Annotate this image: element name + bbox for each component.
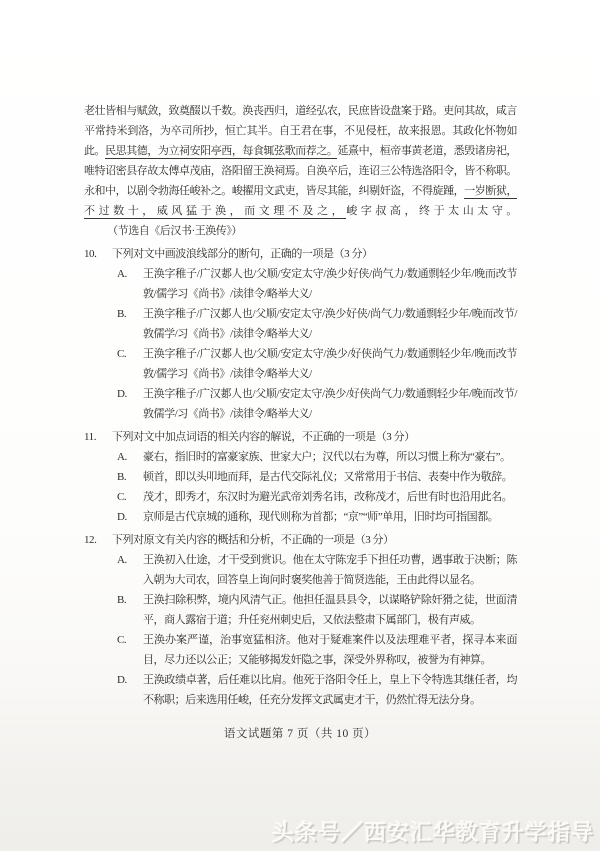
question-10-option-d <box>84 384 517 424</box>
classical-passage <box>84 101 517 241</box>
option-label: D. <box>117 511 127 523</box>
question-11-option-b <box>84 467 517 487</box>
question-12-stem <box>84 530 517 550</box>
option-label: B. <box>117 471 127 483</box>
option-label: C. <box>117 491 127 503</box>
question-11-stem <box>84 427 517 447</box>
passage-source-citation: （节选自《后汉书·王涣传》） <box>112 225 242 237</box>
option-label: C. <box>117 348 127 360</box>
option-label: B. <box>117 308 127 320</box>
question-12-option-d <box>84 670 517 710</box>
question-12 <box>84 530 517 710</box>
passage-part-1: 老壮皆相与赋敛，致奠醊以千数。涣丧西归，道经弘农，民庶皆设盘案于路。吏问其故，咸言平常持米到洛，为卒司所抄，恒亡其半。自王君在事，不见侵枉，故来报恩。其政化怀物如此。 <box>84 105 517 157</box>
option-text: 王涣政绩卓著，后任难以比肩。他死于洛阳令任上，皇上下令特选其继任者，均不称职；后来选用任峻，任充分发挥文武属吏才干，仍然忙得无法分身。 <box>143 674 517 706</box>
question-10-option-c <box>84 344 517 384</box>
option-label: A. <box>117 554 127 566</box>
option-text: 豪右，指旧时的富豪家族、世家大户；汉代以右为尊，所以习惯上称为“豪右”。 <box>143 451 511 463</box>
option-text: 顿首，即以头叩地而拜，是古代交际礼仪；又常常用于书信、表奏中作为敬辞。 <box>143 471 513 483</box>
option-text: 王涣字稚子/广汉郪人也/父顺/安定太守/涣少好侠/尚气力/数通剽轻少年/晚而改节/敦儒学/习《尚书》/读律令/略举大义/ <box>143 308 517 340</box>
passage-part-2: 延熹中，桓帝事黄老道，悉毁诸房祀，唯特诏密县存故太傅卓茂庙，洛阳留王涣祠焉。自涣卒后，连诏三公特选洛阳令，皆不称职。永和中，以剧令勃海任峻补之。峻擢用文武吏，皆尽其能，纠剔奸盗，不得旋踵， <box>84 145 517 197</box>
question-10 <box>84 244 517 424</box>
option-text: 王涣字稚子/广汉郪人也/父顺/安定太守/涣少好侠/尚气力/数通剽轻少年/晚而改节敦/儒学习《尚书》/读律令/略举大义/ <box>143 268 517 300</box>
question-10-number: 10. <box>84 248 97 260</box>
underlined-translation-sentence-1: 民思其德，为立祠安阳亭西，每食辄弦歌而荐之。 <box>105 145 338 157</box>
option-text: 王涣字稚子/广汉郪人也/父顺/安定太守/涣少/好侠尚气力/数通剽轻少年/晚而改节/敦儒学/习《尚书》/读律令/略举大义/ <box>143 388 517 420</box>
page-footer: 语文试题第 7 页（共 10 页） <box>223 728 377 740</box>
question-12-option-b <box>84 590 517 630</box>
question-10-stem <box>84 244 517 264</box>
passage-part-3: 峻字叔高，终于太山太守。 <box>346 205 517 217</box>
option-label: D. <box>117 388 127 400</box>
exam-content <box>84 101 517 710</box>
question-11-option-a <box>84 447 517 467</box>
option-label: A. <box>117 451 127 463</box>
question-10-option-a <box>84 264 517 304</box>
option-text: 王涣扫除积弊，境内风清气正。他担任温县县令，以谋略铲除奸猾之徒，世面清平，商人露宿于道；升任兖州刺史后，又依法整肃下属部门，极有声威。 <box>143 594 517 626</box>
question-11-number: 11. <box>84 431 96 443</box>
question-11 <box>84 427 517 527</box>
option-label: A. <box>117 268 127 280</box>
option-label: D. <box>117 674 127 686</box>
option-text: 王涣办案严谨，治事宽猛相济。他对于疑难案件以及法理难平者，探寻本来面目，尽力还以公正；又能够揭发奸隐之事，深受外界称叹，被誉为有神算。 <box>143 634 517 666</box>
option-text: 京师是古代京城的通称，现代则称为首都；“京”“师”单用，旧时均可指国都。 <box>143 511 499 523</box>
option-text: 王涣初入仕途，才干受到赏识。他在太守陈宠手下担任功曹，遇事敢于决断；陈入朝为大司农，回答皇上询问时褒奖他善于简贤选能，王由此得以显名。 <box>143 554 517 586</box>
question-10-option-b <box>84 304 517 344</box>
option-text: 王涣字稚子/广汉郪人也/父顺/安定太守/涣少/好侠尚气力/数通剽轻少年/晚而改节敦/儒学习《尚书》/读律令/略举大义/ <box>143 348 517 380</box>
watermark: 头条号／西安汇华教育升学指导 <box>271 820 594 845</box>
question-11-stem-text: 下列对文中加点词语的相关内容的解说，不正确的一项是（3 分） <box>112 431 415 443</box>
option-label: C. <box>117 634 127 646</box>
option-label: B. <box>117 594 127 606</box>
question-12-option-a <box>84 550 517 590</box>
option-text: 茂才，即秀才，东汉时为避光武帝刘秀名讳，改称茂才，后世有时也沿用此名。 <box>143 491 513 503</box>
question-12-option-c <box>84 630 517 670</box>
question-11-option-c <box>84 487 517 507</box>
underlined-translation-sentence-2: 一岁断狱，不过数十，威风猛于涣，而文理不及之， <box>84 185 517 217</box>
question-11-option-d <box>84 507 517 527</box>
question-12-number: 12. <box>84 534 97 546</box>
question-12-stem-text: 下列对原文有关内容的概括和分析，不正确的一项是（3 分） <box>112 534 394 546</box>
question-10-stem-text: 下列对文中画波浪线部分的断句，正确的一项是（3 分） <box>112 248 373 260</box>
